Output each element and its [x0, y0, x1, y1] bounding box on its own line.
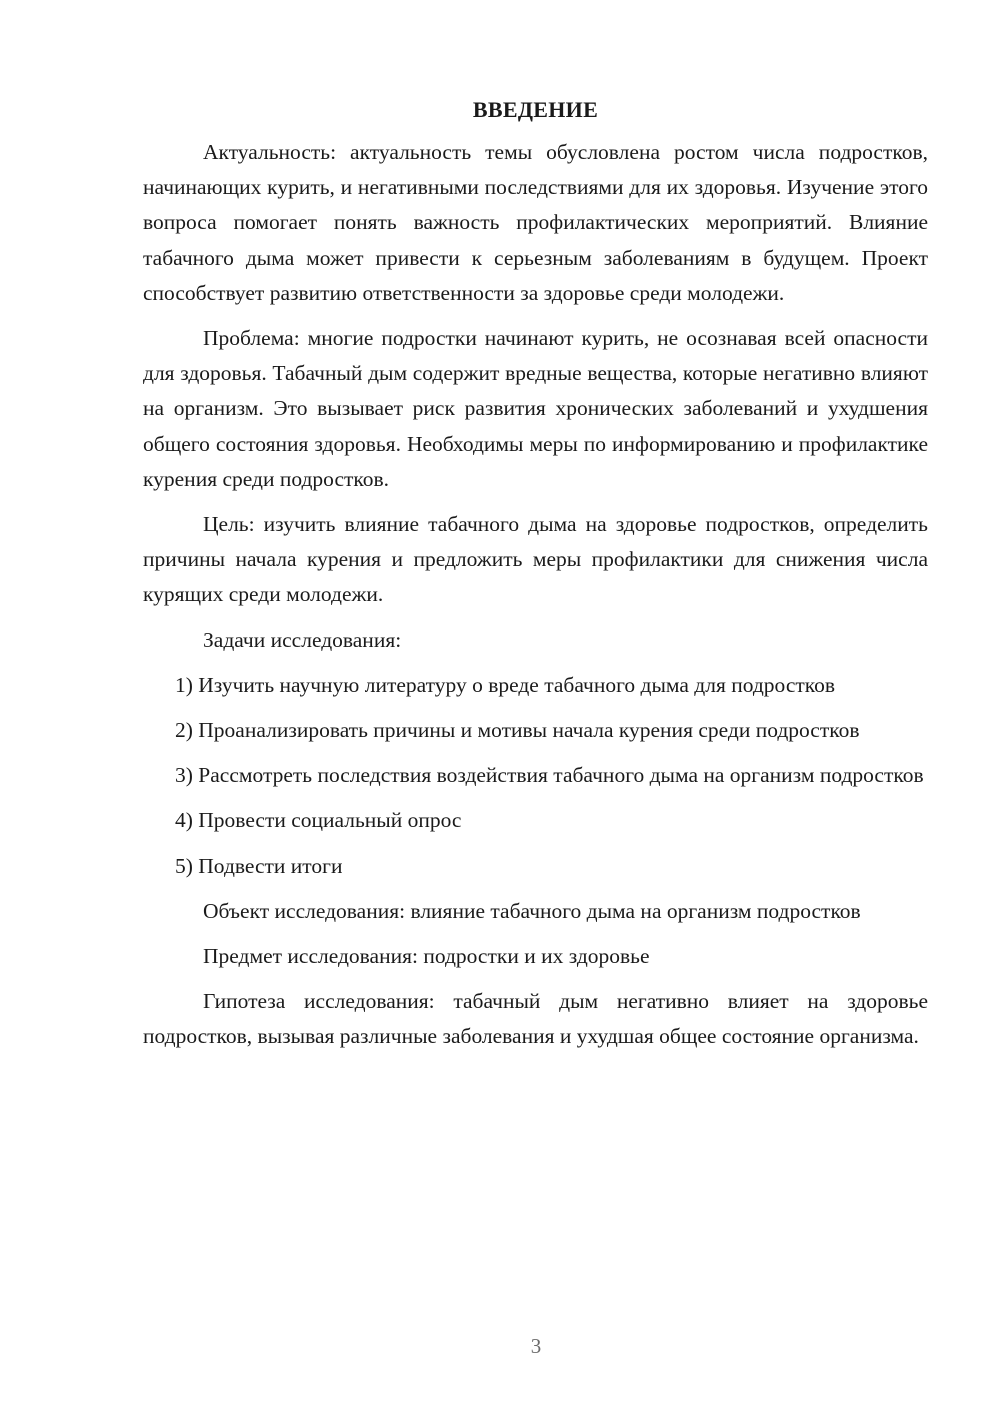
paragraph-hypothesis: Гипотеза исследования: табачный дым негативно влияет на здоровье подростков, вызывая различные заболевания и ухудшая общее состояние организма.	[143, 989, 928, 1049]
page-number: 3	[530, 1334, 542, 1358]
tasks-heading: Задачи исследования:	[203, 627, 402, 652]
paragraph-object: Объект исследования: влияние табачного дыма на организм подростков	[203, 898, 861, 923]
task-item: 3) Рассмотреть последствия воздействия табачного дыма на организм подростков	[175, 763, 924, 788]
paragraph-subject: Предмет исследования: подростки и их здоровье	[203, 944, 650, 969]
task-item: 4) Провести социальный опрос	[175, 808, 462, 833]
tasks-list	[143, 668, 928, 884]
section-title: ВВЕДЕНИЕ	[472, 97, 599, 122]
paragraph-goal: Цель: изучить влияние табачного дыма на здоровье подростков, определить причины начала курения и предложить меры профилактики для снижения числа курящих среди молодежи.	[143, 512, 928, 607]
document-page	[143, 95, 928, 1065]
task-item: 2) Проанализировать причины и мотивы начала курения среди подростков	[175, 718, 860, 743]
paragraph-relevance: Актуальность: актуальность темы обусловлена ростом числа подростков, начинающих курить, и негативными последствиями для их здоровья. Изучение этого вопроса помогает понять важность профилактических мероприятий. Влияние табачного дыма может привести к серьезным заболеваниям в будущем. Проект способствует развитию ответственности за здоровье среди молодежи.	[143, 140, 928, 305]
task-item: 5) Подвести итоги	[175, 853, 343, 878]
task-item: 1) Изучить научную литературу о вреде табачного дыма для подростков	[175, 672, 836, 697]
paragraph-problem: Проблема: многие подростки начинают курить, не осознавая всей опасности для здоровья. Табачный дым содержит вредные вещества, которые негативно влияют на организм. Это вызывает риск развития хронических заболеваний и ухудшения общего состояния здоровья. Необходимы меры по информированию и профилактике курения среди подростков.	[143, 326, 928, 491]
